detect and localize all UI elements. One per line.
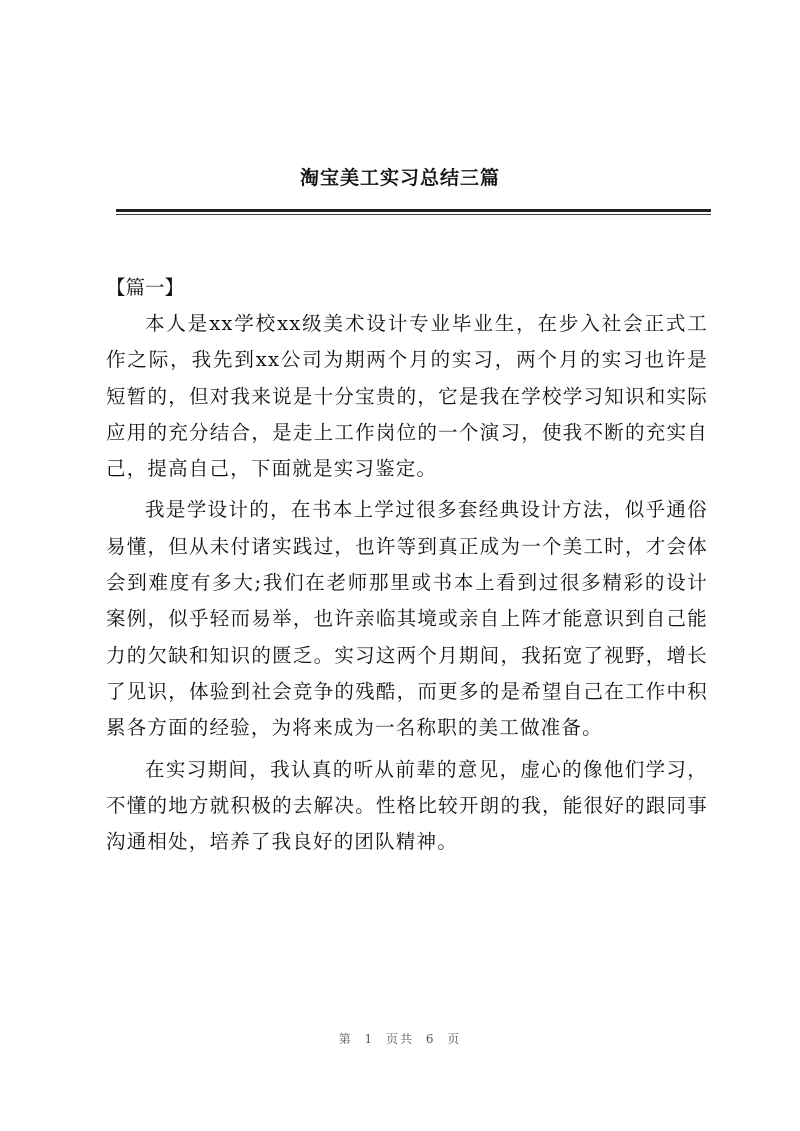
document-body — [106, 270, 708, 860]
paragraph-3: 在实习期间，我认真的听从前辈的意见，虚心的像他们学习，不懂的地方就积极的去解决。性格比较开朗的我，能很好的跟同事沟通相处，培养了我良好的团队精神。 — [106, 757, 708, 854]
page-number-footer: 第 1 页共 6 页 — [338, 1032, 462, 1046]
title-underline-thin — [116, 214, 711, 215]
paragraph-1: 本人是xx学校xx级美术设计专业毕业生，在步入社会正式工作之际，我先到xx公司为期两个月的实习，两个月的实习也许是短暂的，但对我来说是十分宝贵的，它是我在学校学习知识和实际应用的充分结合，是走上工作岗位的一个演习，使我不断的充实自己，提高自己，下面就是实习鉴定。 — [106, 312, 708, 481]
paragraph-2: 我是学设计的，在书本上学过很多套经典设计方法，似乎通俗易懂，但从未付诸实践过，也许等到真正成为一个美工时，才会体会到难度有多大;我们在老师那里或书本上看到过很多精彩的设计案例，似乎轻而易举，也许亲临其境或亲自上阵才能意识到自己能力的欠缺和知识的匮乏。实习这两个月期间，我拓宽了视野，增长了见识，体验到社会竞争的残酷，而更多的是希望自己在工作中积累各方面的经验，为将来成为一名称职的美工做准备。 — [106, 498, 708, 740]
document-title: 淘宝美工实习总结三篇 — [299, 167, 500, 189]
title-underline — [116, 209, 711, 212]
section-heading: 【篇一】 — [106, 276, 185, 299]
